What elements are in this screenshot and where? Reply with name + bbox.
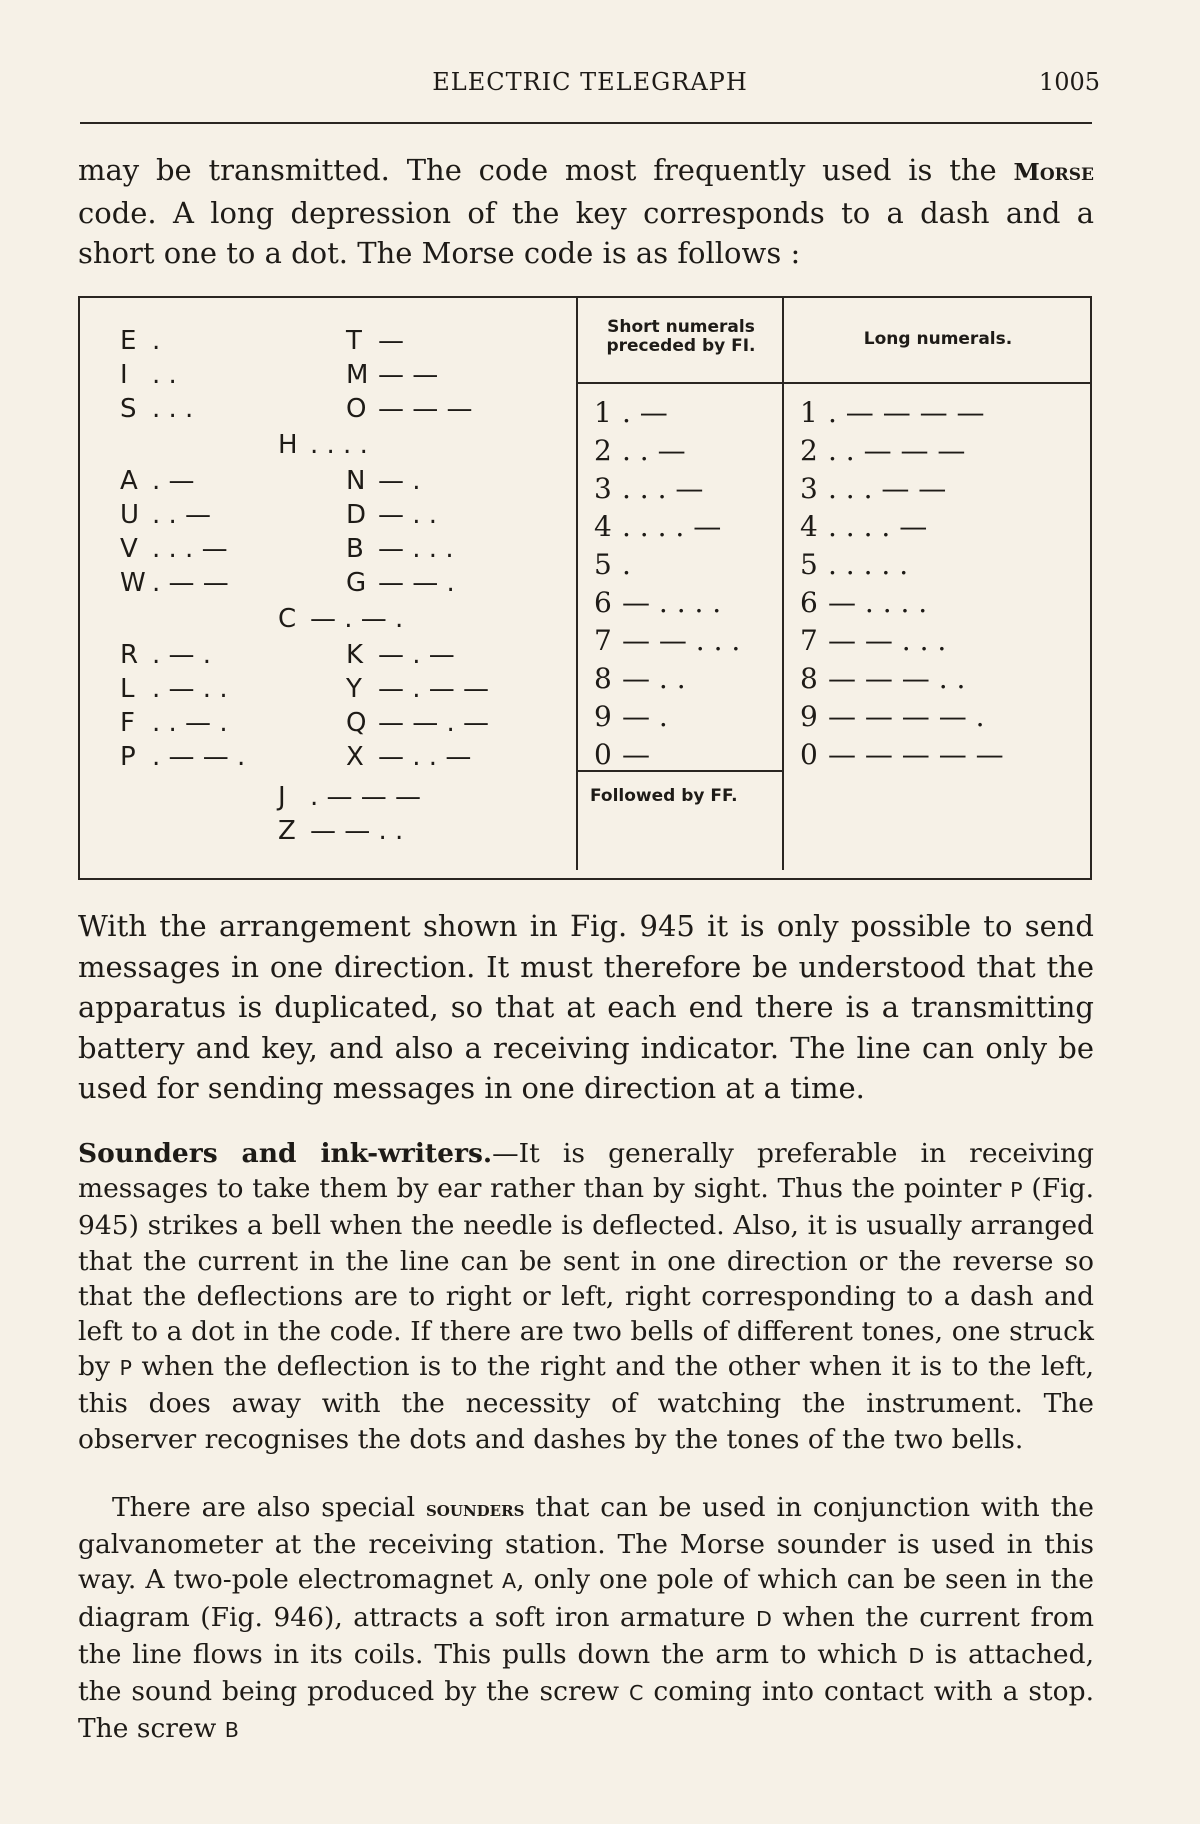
letter-code: . — (152, 466, 195, 496)
letter-F (120, 708, 228, 738)
intro-text-2: code. A long depression of the key corresponds to a dash and a short one to a dot. The Morse code is as follows : (78, 195, 1094, 270)
long-numeral-3 (800, 470, 946, 508)
letter-P (120, 742, 245, 772)
numeral-digit: 5 (594, 548, 612, 581)
short-numerals-header: Short numerals preceded by FI. (606, 317, 756, 356)
letter-label: I (120, 360, 128, 390)
letter-label: R (120, 640, 139, 670)
letter-S (120, 394, 193, 424)
numeral-digit: 9 (594, 700, 612, 733)
letter-Z (278, 816, 403, 846)
label-C: C (629, 1681, 644, 1706)
table-header-rule (576, 382, 1092, 384)
running-title: ELECTRIC TELEGRAPH (432, 68, 748, 96)
letter-label: K (346, 640, 364, 670)
letter-code: . — — — (310, 782, 422, 812)
table-border-top (78, 296, 1092, 298)
numeral-code: — . (622, 700, 668, 733)
letter-G (346, 568, 455, 598)
short-numeral-2 (594, 432, 686, 470)
page-number: 1005 (1038, 68, 1100, 96)
short-numeral-1 (594, 394, 668, 432)
numeral-code: — . . . . (828, 586, 928, 619)
long-numeral-1 (800, 394, 985, 432)
letter-label: O (346, 394, 367, 424)
letter-label: Q (346, 708, 367, 738)
numeral-digit: 7 (594, 624, 612, 657)
letter-code: . . . . (310, 430, 368, 460)
numeral-digit: 3 (594, 472, 612, 505)
numeral-digit: 5 (800, 548, 818, 581)
numeral-digit: 8 (800, 662, 818, 695)
letter-code: — — — (378, 394, 473, 424)
intro-paragraph (78, 150, 1094, 274)
special-text-6: coming into contact with a stop. The screw (78, 1676, 1094, 1745)
letter-label: W (120, 568, 146, 598)
numeral-code: . . — — — (828, 434, 966, 467)
letter-Q (346, 708, 489, 738)
letter-code: — . . . (378, 534, 454, 564)
numeral-code: . . . . — (828, 510, 928, 543)
table-border-bottom (78, 878, 1092, 880)
letter-code: — . . (378, 500, 438, 530)
letter-code: . — — . (152, 742, 246, 772)
short-numeral-0 (594, 736, 650, 774)
letter-A (120, 466, 195, 496)
letter-code: . . — (152, 500, 212, 530)
letter-label: C (278, 604, 297, 634)
letter-D (346, 500, 437, 530)
special-text-2: that can be used in conjunction with the galvanometer at the receiving station. The Morse sounder is used in this way. A two-pole electromagnet (78, 1492, 1094, 1596)
intro-morse-word: Morse (1013, 158, 1094, 186)
letter-label: Z (278, 816, 296, 846)
label-P-2: P (119, 1356, 132, 1381)
letter-U (120, 500, 211, 530)
special-text-1: There are also special (112, 1492, 426, 1523)
sounders-text-1: —It is generally preferable in receiving messages to take them by ear rather than by sight. Thus the pointer (78, 1138, 1095, 1205)
sounders-text-2: (Fig. 945) strikes a bell when the needle is deflected. Also, it is usually arranged that the current in the line can be sent in one direction or the reverse so that the deflections are to right or left, right corresponding to a dash and left to a dot in the code. If there are two bells of different tones, one struck by (78, 1173, 1094, 1383)
short-numeral-4 (594, 508, 721, 546)
letter-label: L (120, 674, 135, 704)
short-numeral-5 (594, 546, 631, 584)
letter-label: F (120, 708, 135, 738)
numeral-code: — — — — . (828, 700, 985, 733)
numeral-code: — (622, 738, 650, 771)
numeral-code: . — (622, 396, 668, 429)
letter-label: E (120, 326, 137, 356)
numeral-digit: 4 (800, 510, 818, 543)
special-text-4: when the current from the line flows in its coils. This pulls down the arm to which (78, 1601, 1094, 1670)
letter-code: . . . (152, 394, 194, 424)
numeral-code: . . . . . (828, 548, 909, 581)
short-numeral-3 (594, 470, 703, 508)
numeral-digit: 0 (800, 738, 818, 771)
letter-label: X (346, 742, 364, 772)
sounders-text-3: when the deflection is to the right and the other when it is to the left, this does away with the necessity of watching the instrument. The observer recognises the dots and dashes by the tones of the two bells. (78, 1351, 1094, 1455)
arrangement-paragraph: With the arrangement shown in Fig. 945 it is only possible to send messages in one direction. It must therefore be understood that the apparatus is duplicated, so that at each end there is a transmitting battery and key, and also a receiving indicator. The line can only be used for sending messages in one direction at a time. (78, 909, 1094, 1105)
letter-T (346, 326, 404, 356)
letter-code: . — — (152, 568, 229, 598)
header-rule (80, 122, 1092, 124)
special-text-3: , only one pole of which can be seen in the diagram (Fig. 946), attracts a soft iron armature (78, 1564, 1094, 1633)
letter-code: — — (378, 360, 439, 390)
numeral-code: . . . — — (828, 472, 947, 505)
numeral-digit: 2 (594, 434, 612, 467)
long-numeral-2 (800, 432, 965, 470)
letter-code: — . — — (378, 674, 490, 704)
letter-N (346, 466, 421, 496)
letter-label: A (120, 466, 138, 496)
letter-code: — — . — (378, 708, 490, 738)
letter-L (120, 674, 228, 704)
long-numeral-5 (800, 546, 908, 584)
letter-Y (346, 674, 489, 704)
letter-E (120, 326, 160, 356)
letter-code: — . . — (378, 742, 472, 772)
numeral-digit: 6 (800, 586, 818, 619)
long-numeral-0 (800, 736, 1004, 774)
letter-J (278, 782, 421, 812)
letter-C (278, 604, 403, 634)
letter-label: B (346, 534, 364, 564)
long-numeral-6 (800, 584, 927, 622)
letter-label: V (120, 534, 138, 564)
sounders-heading: Sounders and ink-writers. (78, 1138, 493, 1169)
morse-code-table (78, 296, 1092, 880)
letter-label: D (346, 500, 367, 530)
numeral-code: . . — (622, 434, 686, 467)
letter-B (346, 534, 454, 564)
letter-code: . . — . (152, 708, 228, 738)
numeral-digit: 7 (800, 624, 818, 657)
numeral-code: . — — — — (828, 396, 985, 429)
numeral-code: — — — — — (828, 738, 1004, 771)
letter-label: P (120, 742, 136, 772)
numeral-digit: 4 (594, 510, 612, 543)
long-numeral-4 (800, 508, 927, 546)
short-numeral-7 (594, 622, 740, 660)
special-sounders-word: sounders (425, 1497, 525, 1522)
long-numeral-8 (800, 660, 965, 698)
letter-code: — — . . (310, 816, 404, 846)
numeral-digit: 3 (800, 472, 818, 505)
numeral-code: — — . . . (828, 624, 947, 657)
table-border-left (78, 296, 80, 880)
sounders-paragraph (78, 1136, 1094, 1457)
letter-V (120, 534, 228, 564)
numeral-digit: 1 (800, 396, 818, 429)
numeral-code: . . . . — (622, 510, 722, 543)
letter-label: M (346, 360, 369, 390)
long-numerals-header: Long numerals. (863, 329, 1013, 349)
numeral-digit: 8 (594, 662, 612, 695)
letter-code: — (378, 326, 404, 356)
letter-label: Y (346, 674, 362, 704)
label-P: P (1010, 1178, 1023, 1203)
running-head (80, 68, 1100, 102)
numeral-code: — — . . . (622, 624, 741, 657)
short-numeral-6 (594, 584, 721, 622)
letter-H (278, 430, 368, 460)
letter-code: — . — (378, 640, 455, 670)
numeral-digit: 2 (800, 434, 818, 467)
numeral-digit: 6 (594, 586, 612, 619)
label-D-2: D (908, 1643, 925, 1668)
numeral-code: — . . . . (622, 586, 722, 619)
letter-label: N (346, 466, 366, 496)
letter-code: . — . . (152, 674, 228, 704)
letter-O (346, 394, 473, 424)
long-numeral-9 (800, 698, 985, 736)
letter-I (120, 360, 177, 390)
letter-label: H (278, 430, 298, 460)
letter-K (346, 640, 455, 670)
numeral-code: — . . (622, 662, 686, 695)
letter-label: T (346, 326, 362, 356)
letter-label: G (346, 568, 367, 598)
letter-R (120, 640, 211, 670)
label-D: D (755, 1606, 772, 1631)
letter-label: S (120, 394, 137, 424)
letter-code: . (152, 326, 161, 356)
numeral-code: . . . — (622, 472, 704, 505)
label-B: B (224, 1718, 239, 1743)
special-sounders-paragraph (78, 1490, 1094, 1748)
letter-code: — . — . (310, 604, 404, 634)
letter-W (120, 568, 229, 598)
numeral-code: . (622, 548, 631, 581)
label-A: A (502, 1569, 517, 1594)
numeral-digit: 0 (594, 738, 612, 771)
letter-code: . . (152, 360, 177, 390)
short-numeral-9 (594, 698, 668, 736)
short-numeral-8 (594, 660, 686, 698)
letter-code: — . (378, 466, 421, 496)
numeral-code: — — — . . (828, 662, 966, 695)
letter-code: — — . (378, 568, 455, 598)
intro-text-1: may be transmitted. The code most frequently used is the (78, 153, 1014, 187)
numeral-digit: 1 (594, 396, 612, 429)
letter-code: . — . (152, 640, 212, 670)
letter-X (346, 742, 471, 772)
long-numeral-7 (800, 622, 946, 660)
special-text-5: is attached, the sound being produced by the screw (78, 1638, 1095, 1708)
numeral-digit: 9 (800, 700, 818, 733)
letter-label: U (120, 500, 140, 530)
letter-label: J (278, 782, 286, 812)
followed-by-note: Followed by FF. (590, 786, 738, 806)
letter-M (346, 360, 438, 390)
letter-code: . . . — (152, 534, 228, 564)
